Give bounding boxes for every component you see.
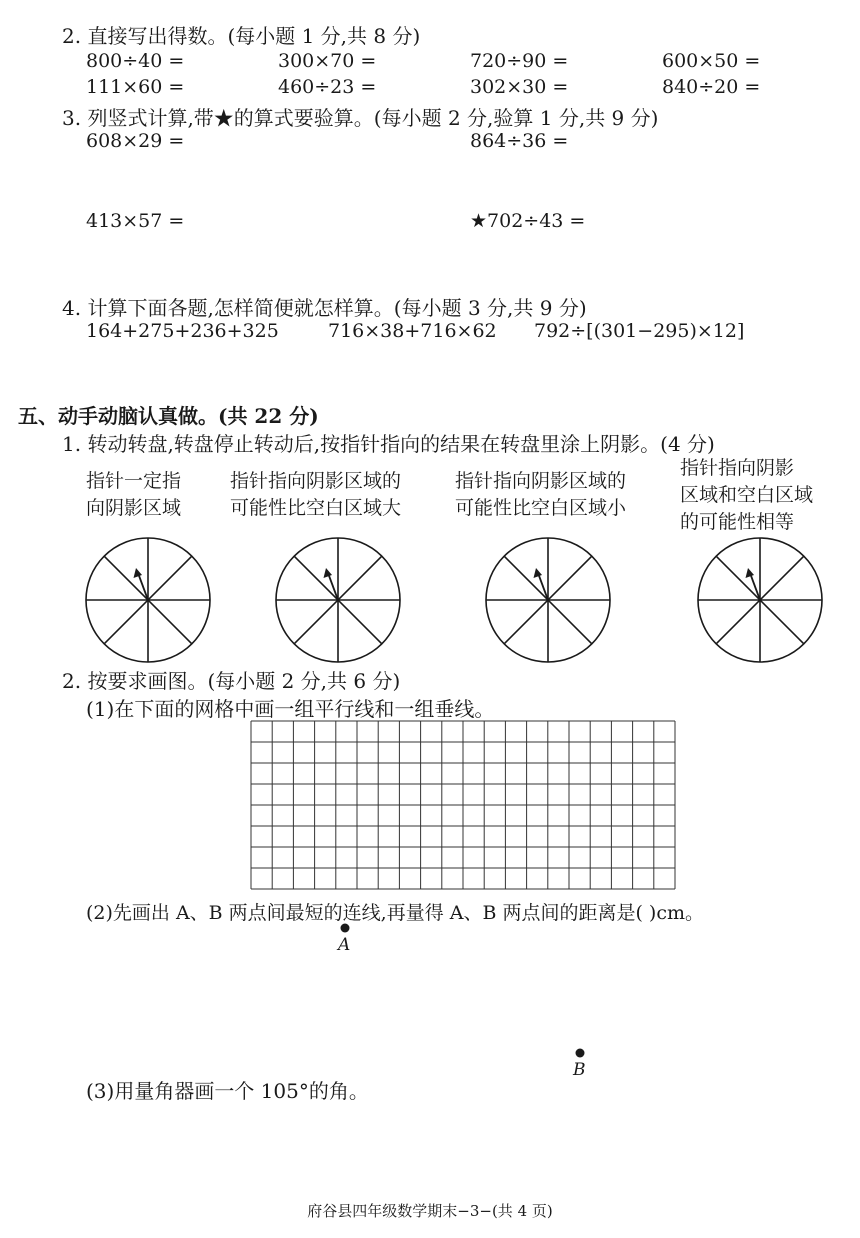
spinner-1-arrowhead xyxy=(134,568,143,578)
q2-item-4: 600×50 = xyxy=(662,50,761,72)
spinner-label-3-line-2: 可能性比空白区域小 xyxy=(455,497,627,519)
q4-item-1: 164+275+236+325 xyxy=(86,320,279,342)
q2-title: 2. 直接写出得数。(每小题 1 分,共 8 分) xyxy=(62,24,421,48)
q4-title: 4. 计算下面各题,怎样简便就怎样算。(每小题 3 分,共 9 分) xyxy=(62,296,587,320)
spinner-4-arrowhead xyxy=(746,568,755,578)
q3-item-2: 864÷36 = xyxy=(470,130,569,152)
spinner-label-4-line-1: 指针指向阴影 xyxy=(680,457,795,479)
spinner-label-2 xyxy=(230,468,401,522)
spinner-3-arrowhead xyxy=(534,568,543,578)
spinner-label-1-line-1: 指针一定指 xyxy=(86,470,182,492)
point-b-label: B xyxy=(573,1060,586,1080)
q4-item-3: 792÷[(301−295)×12] xyxy=(534,320,745,342)
q2-item-1: 800÷40 = xyxy=(86,50,185,72)
spinner-1[interactable] xyxy=(78,530,218,670)
q2-item-8: 840÷20 = xyxy=(662,76,761,98)
q4-item-2: 716×38+716×62 xyxy=(328,320,497,342)
point-a-dot xyxy=(340,923,350,933)
s5-q2-sub2: (2)先画出 A、B 两点间最短的连线,再量得 A、B 两点间的距离是( )cm。 xyxy=(86,902,705,924)
s5-q2-sub1: (1)在下面的网格中画一组平行线和一组垂线。 xyxy=(86,697,495,721)
point-a-label: A xyxy=(338,935,351,955)
q2-item-7: 302×30 = xyxy=(470,76,569,98)
section5-title: 五、动手动脑认真做。(共 22 分) xyxy=(18,404,319,428)
spinner-label-3 xyxy=(455,468,626,522)
s5-q1-title: 1. 转动转盘,转盘停止转动后,按指针指向的结果在转盘里涂上阴影。(4 分) xyxy=(62,432,715,456)
q3-title: 3. 列竖式计算,带★的算式要验算。(每小题 2 分,验算 1 分,共 9 分) xyxy=(62,106,659,130)
spinner-label-4 xyxy=(680,455,813,536)
drawing-grid[interactable] xyxy=(250,720,676,890)
spinner-label-1 xyxy=(86,468,181,522)
q3-item-3: 413×57 = xyxy=(86,210,185,232)
s5-q2-title: 2. 按要求画图。(每小题 2 分,共 6 分) xyxy=(62,669,401,693)
point-b-dot xyxy=(575,1048,585,1058)
spinner-label-3-line-1: 指针指向阴影区域的 xyxy=(455,470,627,492)
spinner-label-4-line-3: 的可能性相等 xyxy=(680,511,795,533)
spinner-label-2-line-1: 指针指向阴影区域的 xyxy=(230,470,402,492)
q2-item-6: 460÷23 = xyxy=(278,76,377,98)
spinner-2[interactable] xyxy=(268,530,408,670)
spinner-label-1-line-2: 向阴影区域 xyxy=(86,497,182,519)
spinner-4[interactable] xyxy=(690,530,830,670)
q3-item-4: ★702÷43 = xyxy=(470,210,586,232)
spinner-2-arrowhead xyxy=(324,568,333,578)
spinner-3[interactable] xyxy=(478,530,618,670)
s5-q2-sub3: (3)用量角器画一个 105°的角。 xyxy=(86,1079,369,1103)
q2-item-2: 300×70 = xyxy=(278,50,377,72)
q2-item-3: 720÷90 = xyxy=(470,50,569,72)
q3-item-1: 608×29 = xyxy=(86,130,185,152)
spinner-label-2-line-2: 可能性比空白区域大 xyxy=(230,497,402,519)
spinner-label-4-line-2: 区域和空白区域 xyxy=(680,484,814,506)
q2-item-5: 111×60 = xyxy=(86,76,185,98)
page-footer: 府谷县四年级数学期末−3−(共 4 页) xyxy=(307,1202,553,1220)
